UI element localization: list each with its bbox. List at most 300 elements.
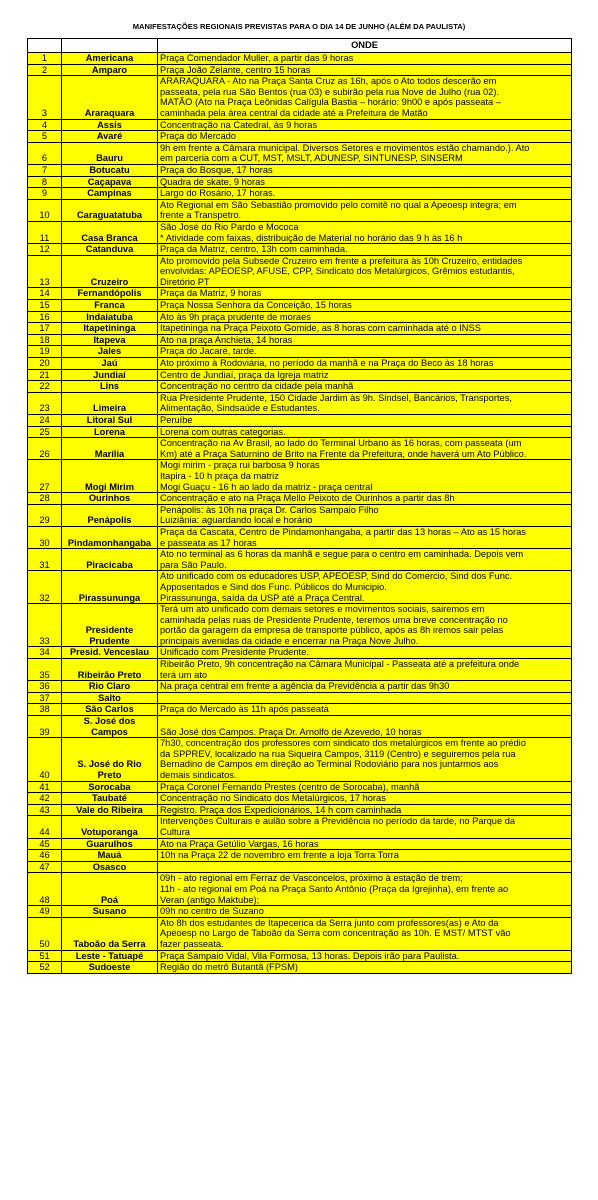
description-line: 09h - ato regional em Ferraz de Vasconcelos, próximo à estação de trem; (160, 873, 463, 884)
city-line: Vale do Ribeira (76, 804, 143, 815)
row-number: 44 (28, 816, 62, 838)
row-description (158, 906, 572, 918)
table-row (28, 244, 572, 256)
table-row (28, 221, 572, 243)
row-number: 35 (28, 659, 62, 681)
description-line: demais sindicatos. (160, 770, 237, 780)
row-number: 51 (28, 950, 62, 962)
table-row (28, 659, 572, 681)
row-number: 52 (28, 962, 62, 974)
city-line: Jales (97, 346, 122, 357)
row-city (62, 311, 158, 323)
description-line: envolvidas: APEOESP, AFUSE, CPP, Sindicato dos Metalúrgicos, Grêmios estudantis, (160, 266, 515, 277)
row-description (158, 526, 572, 548)
description-line: MATÃO (Ato na Praça Leônidas Calígula Bastia – horário: 9h00 e após passeata – (160, 97, 501, 108)
table-row (28, 838, 572, 850)
description-line: Região do metrô Butantã (FPSM) (160, 962, 298, 973)
row-number: 21 (28, 369, 62, 381)
row-description (158, 131, 572, 143)
description-line: São José do Rio Pardo e Mococa (160, 221, 299, 232)
description-line: Apposentados e Sind dos Func. Públicos do Municipio. (160, 581, 387, 592)
city-line: Itapetininga (83, 323, 136, 334)
row-description (158, 692, 572, 704)
table-row (28, 53, 572, 65)
table-row (28, 346, 572, 358)
city-line: Lorena (94, 426, 125, 437)
description-line: 11h - ato regional em Poá na Praça Santo Antônio (Praça da Igrejinha), em frente ao (160, 883, 509, 894)
description-line: Praça do Mercado às 11h após passeata (160, 704, 329, 715)
description-line: 09h no centro de Suzano (160, 906, 264, 917)
city-line: Lins (99, 381, 120, 392)
city-line: Ribeirão Preto (77, 669, 142, 680)
row-description (158, 426, 572, 438)
table-row (28, 358, 572, 370)
table-row (28, 781, 572, 793)
row-number: 14 (28, 288, 62, 300)
row-number: 22 (28, 381, 62, 393)
description-line: Intervenções Culturais e aulão sobre a Previdência no período da tarde, no Parque da (160, 816, 516, 827)
row-city (62, 369, 158, 381)
row-description (158, 681, 572, 693)
row-number: 47 (28, 861, 62, 873)
row-number: 43 (28, 804, 62, 816)
description-line: Praça da Cascata, Centro de Pindamonhangaba, a partir das 13 horas – Ato as 15 horas (160, 526, 526, 537)
row-description (158, 392, 572, 414)
row-description (158, 647, 572, 659)
row-description (158, 311, 572, 323)
table-row (28, 176, 572, 188)
row-city (62, 604, 158, 647)
row-number: 7 (28, 164, 62, 176)
city-line: Amparo (91, 64, 128, 75)
description-line: terá um ato (160, 669, 208, 680)
row-number: 33 (28, 604, 62, 647)
row-number: 6 (28, 142, 62, 164)
description-line: Concentração na Catedral, às 9 horas (160, 119, 318, 130)
table-row (28, 804, 572, 816)
row-number: 2 (28, 64, 62, 76)
city-line: Itapeva (93, 334, 126, 345)
description-line: da SPPREV, localizado na rua Siqueira Campos, 3119 (Centro) e seguiremos pela rua (160, 748, 516, 759)
city-line: S. José do Rio (77, 759, 142, 770)
city-line: Fernandópolis (77, 288, 142, 299)
row-number: 46 (28, 850, 62, 862)
row-number: 37 (28, 692, 62, 704)
row-number: 24 (28, 415, 62, 427)
city-line: Botucatu (89, 164, 130, 175)
row-city (62, 381, 158, 393)
city-line: Votuporanga (81, 826, 138, 837)
row-number: 15 (28, 300, 62, 312)
description-line: 9h em frente a Câmara municipal. Diversos Setores e movimentos estão chamando.). Ato (160, 142, 530, 153)
row-city (62, 647, 158, 659)
description-line: Ato no terminal as 6 horas da manhã e segue para o centro em caminhada. Depois vem (160, 549, 524, 560)
description-line: Concentração no Sindicato dos Metalúrgicos, 17 horas (160, 793, 386, 804)
city-line: Araraquara (84, 107, 135, 118)
description-line: São José dos Campos. Praça Dr. Arnolfo de Azevedo, 10 horas (160, 726, 422, 737)
row-city (62, 950, 158, 962)
row-description (158, 199, 572, 221)
row-city (62, 850, 158, 862)
table-row (28, 255, 572, 288)
row-city (62, 188, 158, 200)
row-city (62, 781, 158, 793)
row-number: 3 (28, 76, 62, 119)
table-row (28, 323, 572, 335)
row-number: 38 (28, 704, 62, 716)
city-line: Casa Branca (81, 232, 138, 243)
city-line: Rio Claro (88, 681, 131, 692)
city-line: Sudoeste (88, 962, 131, 973)
description-line: Ato na praça Anchieta, 14 horas (160, 334, 293, 345)
row-city (62, 962, 158, 974)
row-city (62, 346, 158, 358)
row-description (158, 850, 572, 862)
row-number: 20 (28, 358, 62, 370)
row-description (158, 838, 572, 850)
description-line: Registro. Praça dos Expedicionários, 14 h com caminhada (160, 804, 402, 815)
city-line: Preto (97, 770, 122, 780)
table-row (28, 861, 572, 873)
description-line: Praça do Jacaré, tarde. (160, 346, 257, 357)
row-description (158, 504, 572, 526)
table-row (28, 704, 572, 716)
city-line: Avaré (96, 131, 123, 142)
city-line: Guarulhos (86, 838, 133, 849)
row-number: 17 (28, 323, 62, 335)
row-description (158, 76, 572, 119)
row-description (158, 716, 572, 738)
table-row (28, 311, 572, 323)
table-row (28, 369, 572, 381)
city-line: Taubaté (92, 793, 127, 804)
row-city (62, 493, 158, 505)
city-line: Assis (97, 119, 122, 130)
document-title: MANIFESTAÇÕES REGIONAIS PREVISTAS PARA O DIA 14 DE JUNHO (ALÉM DA PAULISTA) (132, 22, 466, 31)
row-city (62, 816, 158, 838)
row-number: 40 (28, 738, 62, 781)
description-line: Praça da Matriz, centro, 13h com caminhada. (160, 244, 348, 255)
description-line: Alimentação, Sindsaúde e Estudantes. (160, 403, 320, 414)
city-line: Marília (94, 448, 125, 459)
table-row (28, 300, 572, 312)
row-city (62, 793, 158, 805)
header-number (28, 39, 62, 53)
row-number: 10 (28, 199, 62, 221)
row-city (62, 199, 158, 221)
row-number: 36 (28, 681, 62, 693)
row-description (158, 781, 572, 793)
row-description (158, 604, 572, 647)
description-line: e passeata as 17 horas (160, 537, 257, 548)
description-line: Unificado com Presidente Prudente. (160, 647, 309, 658)
table-row (28, 460, 572, 493)
table-body (28, 53, 572, 974)
city-line: Susano (92, 906, 127, 917)
city-line: Ourinhos (88, 493, 131, 504)
row-description (158, 300, 572, 312)
row-description (158, 244, 572, 256)
city-line: Cruzeiro (90, 276, 129, 287)
table-row (28, 738, 572, 781)
row-description (158, 793, 572, 805)
row-description (158, 816, 572, 838)
row-number: 32 (28, 571, 62, 604)
row-description (158, 346, 572, 358)
table-row (28, 504, 572, 526)
description-line: 10h na Praça 22 de novembro em frente a loja Torra Torra (160, 850, 399, 861)
row-description (158, 323, 572, 335)
city-line: Franca (94, 300, 125, 311)
description-line: Cultura (160, 826, 190, 837)
table-row (28, 571, 572, 604)
row-city (62, 255, 158, 288)
row-number: 11 (28, 221, 62, 243)
row-city (62, 917, 158, 950)
description-line: Ato próximo à Rodoviária, no período da manhã e na Praça do Beco às 18 horas (160, 358, 494, 369)
row-number: 27 (28, 460, 62, 493)
city-line: Presid. Venceslau (69, 647, 150, 658)
row-city (62, 504, 158, 526)
row-city (62, 164, 158, 176)
row-number: 19 (28, 346, 62, 358)
row-city (62, 288, 158, 300)
row-number: 1 (28, 53, 62, 65)
row-description (158, 950, 572, 962)
row-description (158, 64, 572, 76)
row-number: 25 (28, 426, 62, 438)
table-row (28, 692, 572, 704)
city-line: Campos (91, 726, 128, 737)
description-line: * Atividade com faixas, distribuição de Material no horário das 9 h às 16 h (160, 232, 463, 243)
row-number: 50 (28, 917, 62, 950)
description-line: Apeoesp no Largo de Taboão da Serra com concentração às 10h. E MST/ MTST vão (160, 928, 511, 939)
row-city (62, 119, 158, 131)
row-number: 31 (28, 549, 62, 571)
description-line: Praça do Mercado (160, 131, 236, 142)
city-line: Indaiatuba (86, 311, 133, 322)
row-number: 18 (28, 334, 62, 346)
row-city (62, 804, 158, 816)
row-number: 5 (28, 131, 62, 143)
row-description (158, 164, 572, 176)
row-city (62, 176, 158, 188)
table-row (28, 76, 572, 119)
row-number: 48 (28, 873, 62, 906)
row-city (62, 244, 158, 256)
row-description (158, 142, 572, 164)
row-number: 13 (28, 255, 62, 288)
row-city (62, 692, 158, 704)
row-number: 41 (28, 781, 62, 793)
description-line: passeata, pela rua São Bentos (rua 03) e subirão pela rua Nove de Julho (rua 02). (160, 86, 500, 97)
city-line: Catanduva (85, 244, 134, 255)
row-description (158, 358, 572, 370)
row-city (62, 415, 158, 427)
row-city (62, 64, 158, 76)
row-number: 16 (28, 311, 62, 323)
description-line: Praça do Bosque, 17 horas (160, 164, 273, 175)
table-row (28, 917, 572, 950)
table-row (28, 438, 572, 460)
table-row (28, 392, 572, 414)
description-line: Quadra de skate, 9 horas (160, 176, 265, 187)
description-line (160, 693, 569, 704)
table-row (28, 526, 572, 548)
description-line: Veran (antigo Maktube); (160, 894, 260, 905)
city-line: Mogi Mirim (84, 481, 135, 492)
row-description (158, 438, 572, 460)
header-where: ONDE (158, 39, 572, 53)
city-line: Limeira (92, 403, 127, 414)
row-city (62, 358, 158, 370)
table-row (28, 604, 572, 647)
table-row (28, 119, 572, 131)
row-number: 45 (28, 838, 62, 850)
table-row (28, 850, 572, 862)
row-city (62, 323, 158, 335)
row-description (158, 288, 572, 300)
description-line: ARARAQUARA - Ato na Praça Santa Cruz as 16h, após o Ato todos descerão em (160, 76, 497, 87)
row-city (62, 426, 158, 438)
row-number: 4 (28, 119, 62, 131)
city-line: Presidente (85, 625, 134, 636)
city-line: Penápolis (87, 515, 132, 526)
row-city (62, 53, 158, 65)
description-line: 7h30, concentração dos professores com sindicato dos metalúrgicos em frente ao prédio (160, 738, 526, 749)
city-line: Pindamonhangaba (67, 537, 152, 548)
table-row (28, 681, 572, 693)
city-line: Americana (85, 53, 134, 63)
city-line: Bauru (96, 153, 123, 164)
city-line: Campinas (87, 188, 132, 199)
row-city (62, 906, 158, 918)
row-city (62, 460, 158, 493)
row-number: 42 (28, 793, 62, 805)
city-line: Caçapava (87, 176, 132, 187)
city-line: Sorocaba (88, 781, 131, 792)
row-description (158, 804, 572, 816)
table-header-row (28, 39, 572, 53)
description-line: principais avenidas da cidade e encerrar na Praça Nove Julho. (160, 635, 419, 646)
city-line: Osasco (92, 861, 127, 872)
row-description (158, 493, 572, 505)
row-city (62, 438, 158, 460)
row-description (158, 369, 572, 381)
description-line (160, 862, 569, 873)
row-city (62, 76, 158, 119)
description-line: caminhada pela área central da cidade até a Prefeitura de Matão (160, 107, 428, 118)
description-line: Ato às 9h praça prudente de moraes (160, 311, 311, 322)
city-line: Litoral Sul (86, 415, 133, 425)
table-row (28, 873, 572, 906)
row-city (62, 526, 158, 548)
description-line: Praça Comendador Muller, a partir das 9 horas (160, 53, 354, 63)
row-description (158, 53, 572, 65)
description-line (160, 716, 569, 727)
row-description (158, 861, 572, 873)
row-description (158, 873, 572, 906)
description-line: caminhada pelas ruas de Presidente Prudente, teremos uma breve concentração no (160, 614, 508, 625)
description-line: frente a Transpetro. (160, 210, 242, 221)
description-line: Na praça central em frente a agência da Previdência a partir das 9h30 (160, 681, 450, 692)
row-description (158, 119, 572, 131)
description-line: Lorena com outras categorias. (160, 426, 286, 437)
table-row (28, 493, 572, 505)
row-city (62, 142, 158, 164)
row-city (62, 861, 158, 873)
row-description (158, 176, 572, 188)
description-line: Praça Coronel Fernando Prestes (centro de Sorocaba), manhã (160, 781, 420, 792)
city-line: Jaú (101, 358, 118, 369)
row-city (62, 334, 158, 346)
row-description (158, 381, 572, 393)
row-number: 12 (28, 244, 62, 256)
table-row (28, 381, 572, 393)
row-description (158, 704, 572, 716)
description-line: Praça da Matriz, 9 horas (160, 288, 262, 299)
description-line: Itapira - 10 h praça da matriz (160, 470, 279, 481)
description-line: Praça Nossa Senhora da Conceição, 15 horas (160, 300, 352, 311)
description-line: Itapetininga na Praça Peixoto Gomide, as 8 horas com caminhada até o INSS (160, 323, 481, 334)
row-city (62, 873, 158, 906)
row-description (158, 659, 572, 681)
description-line: Rua Presidente Prudente, 150 Cidade Jardim às 9h. Sindsel, Bancários, Transportes, (160, 392, 512, 403)
description-line: Ato 8h dos estudantes de Itapecerica da Serra junto com professores(as) e Ato da (160, 917, 499, 928)
description-line: em parceria com a CUT, MST, MSLT, ADUNESP, SINTUNESP, SINSERM (160, 153, 463, 164)
row-city (62, 681, 158, 693)
table-row (28, 288, 572, 300)
description-line: Km) até a Praça Saturnino de Brito na Frente da Prefeitura, onde haverá um Ato Público. (160, 448, 527, 459)
row-city (62, 300, 158, 312)
description-line: Praça João Zelante, centro 15 horas (160, 64, 311, 75)
table-row (28, 334, 572, 346)
table-row (28, 962, 572, 974)
description-line: Pirassununga, saída da USP até a Praça Central. (160, 592, 365, 603)
row-number: 28 (28, 493, 62, 505)
row-description (158, 460, 572, 493)
description-line: Penápolis: às 10h na praça Dr. Carlos Sampaio Filho (160, 504, 379, 515)
row-number: 39 (28, 716, 62, 738)
row-number: 8 (28, 176, 62, 188)
description-line: Luiziânia: aguardando local e horário (160, 515, 313, 526)
city-line: Piracicaba (86, 559, 133, 570)
description-line: portão da garagem da empresa de transporte público, após as 8h iremos sair pelas (160, 625, 504, 636)
table-row (28, 164, 572, 176)
city-line: São Carlos (85, 704, 134, 715)
city-line: Caraguatatuba (76, 210, 143, 221)
description-line: Ato promovido pela Subsede Cruzeiro em frente a prefeitura às 10h Cruzeiro, entidades (160, 255, 523, 266)
row-city (62, 716, 158, 738)
row-description (158, 738, 572, 781)
row-city (62, 131, 158, 143)
description-line: Diretório PT (160, 276, 210, 287)
table-row (28, 199, 572, 221)
row-number: 49 (28, 906, 62, 918)
table-row (28, 793, 572, 805)
city-line: S. José dos (83, 716, 136, 727)
table-row (28, 188, 572, 200)
row-number: 9 (28, 188, 62, 200)
table-row (28, 142, 572, 164)
row-city (62, 738, 158, 781)
description-line: Mogi Guaçu - 16 h ao lado da matriz - praça central (160, 481, 373, 492)
description-line: Ato unificado com os educadores USP, APEOESP, Sind do Comercio, Sind dos Func. (160, 571, 513, 582)
city-line: Salto (98, 692, 121, 703)
description-line: fazer passeata. (160, 938, 224, 949)
header-city (62, 39, 158, 53)
row-city (62, 571, 158, 604)
